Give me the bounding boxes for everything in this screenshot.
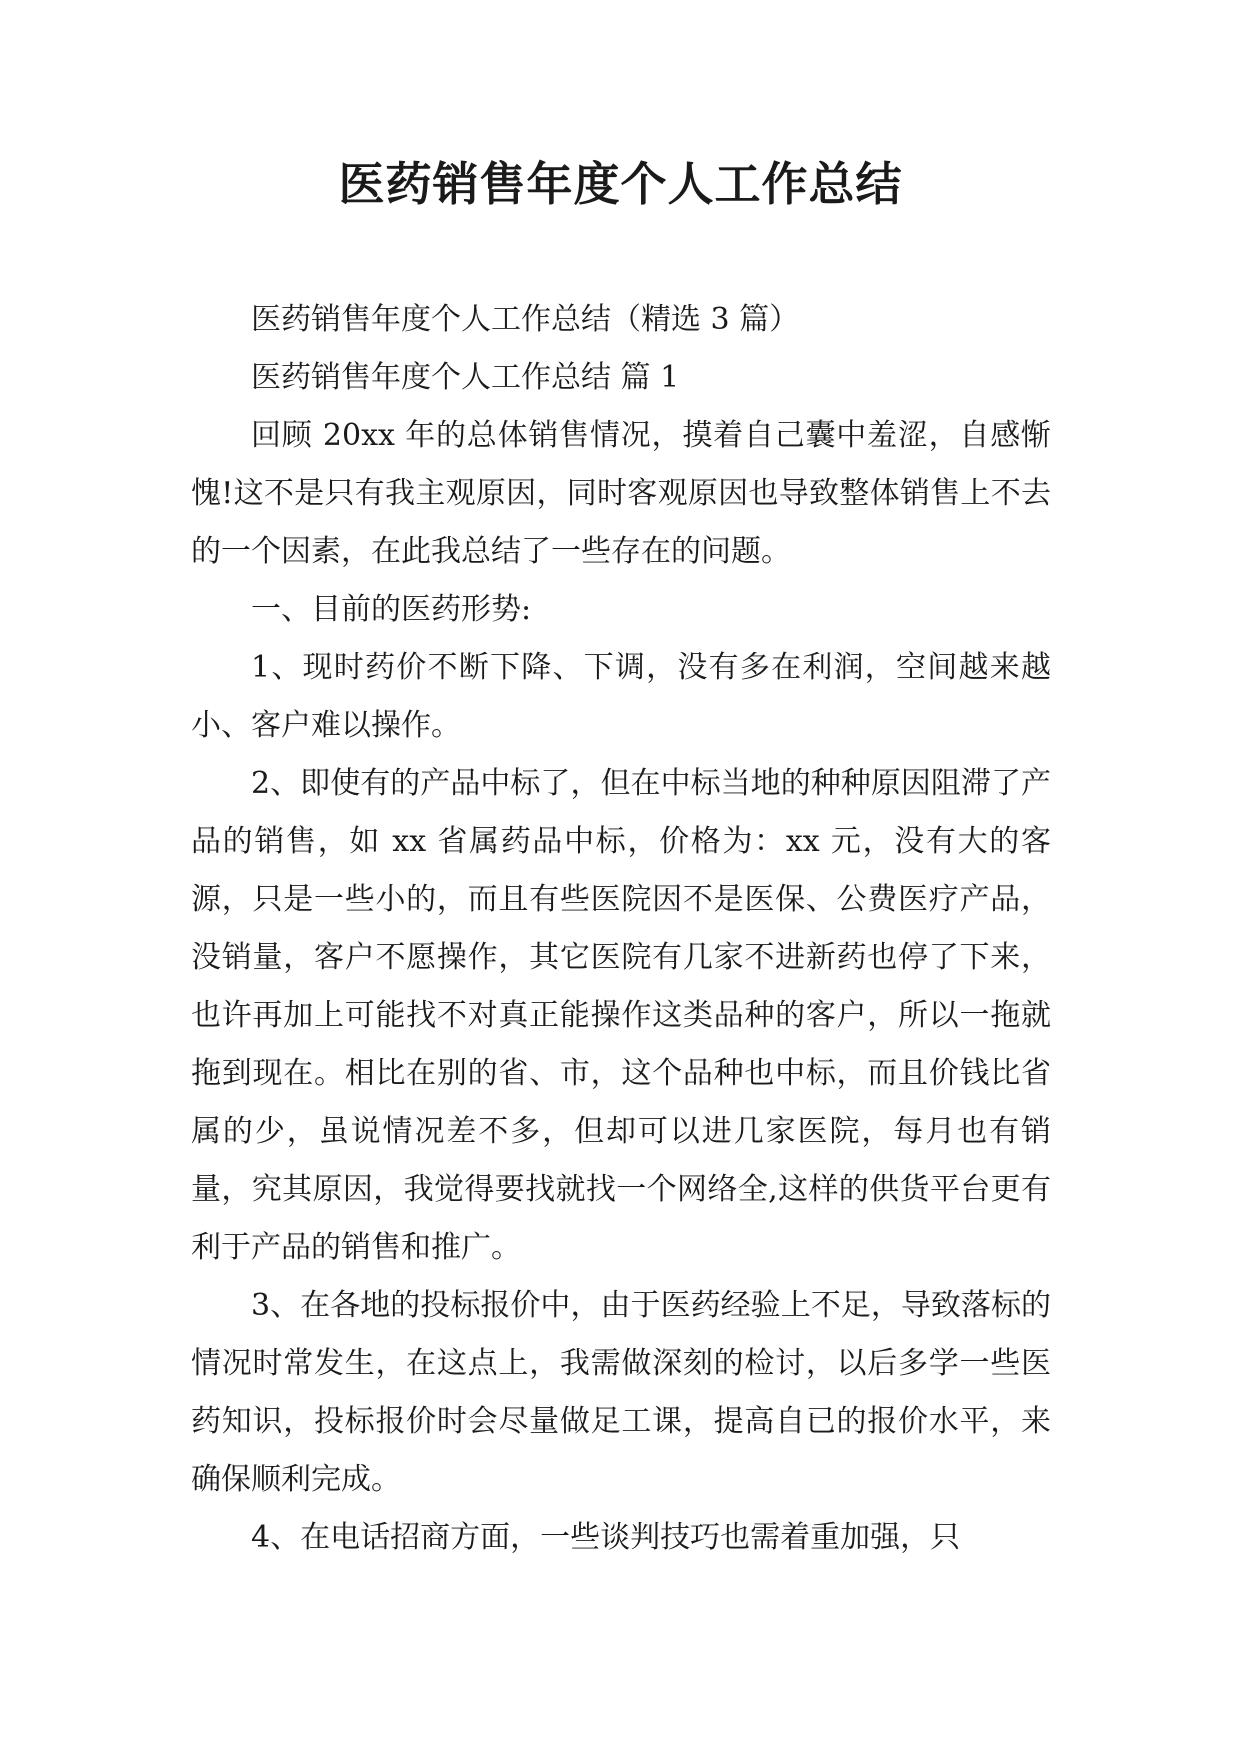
paragraph-review: 回顾 20xx 年的总体销售情况，摸着自己囊中羞涩，自感惭愧!这不是只有我主观原因，同时客观原因也导致整体销售上不去的一个因素，在此我总结了一些存在的问题。 [191, 418, 1051, 569]
paragraph-item-3: 3、在各地的投标报价中，由于医药经验上不足，导致落标的情况时常发生，在这点上，我需做深刻的检讨，以后多学一些医药知识，投标报价时会尽量做足工课，提高自已的报价水平，来确保顺利完成。 [191, 1288, 1051, 1497]
document-body [191, 291, 1051, 1567]
paragraph-item-2: 2、即使有的产品中标了，但在中标当地的种种原因阻滞了产品的销售，如 xx 省属药品中标，价格为：xx 元，没有大的客源，只是一些小的，而且有些医院因不是医保、公费医疗产品，没销量，客户不愿操作，其它医院有几家不进新药也停了下来，也许再加上可能找不对真正能操作这类品种的客户，所以一拖就拖到现在。相比在别的省、市，这个品种也中标，而且价钱比省属的少，虽说情况差不多，但却可以进几家医院，每月也有销量，究其原因，我觉得要找就找一个网络全,这样的供货平台更有利于产品的销售和推广。 [191, 766, 1051, 1265]
paragraph-heading-situation: 一、目前的医药形势: [251, 592, 532, 627]
paragraph-item-4: 4、在电话招商方面，一些谈判技巧也需着重加强，只 [251, 1520, 961, 1555]
document-title: 医药销售年度个人工作总结 [338, 157, 903, 211]
paragraph-section-heading: 医药销售年度个人工作总结 篇 1 [251, 360, 680, 395]
paragraph-subtitle: 医药销售年度个人工作总结（精选 3 篇） [251, 302, 800, 337]
paragraph-item-1: 1、现时药价不断下降、下调，没有多在利润，空间越来越小、客户难以操作。 [191, 650, 1051, 743]
